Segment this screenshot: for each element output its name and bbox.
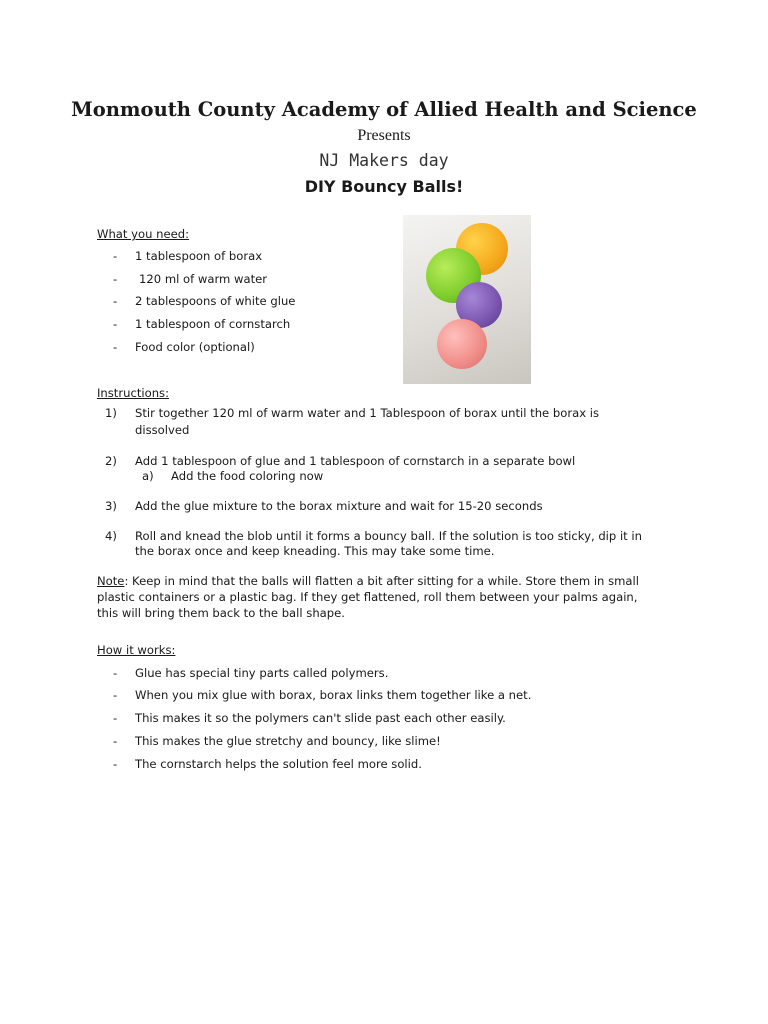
bullet: - xyxy=(113,666,118,680)
step-number: 2) xyxy=(105,454,117,468)
presents-text: Presents xyxy=(357,127,411,144)
list-item: 1 tablespoon of borax xyxy=(135,249,263,263)
bullet: - xyxy=(113,757,118,771)
note-text: plastic containers or a plastic bag. If they get flattened, roll them between your palms again, xyxy=(97,590,638,604)
list-item: This makes it so the polymers can't slide past each other easily. xyxy=(135,711,506,725)
bouncy-balls-photo xyxy=(403,215,531,384)
step-text: Add the glue mixture to the borax mixture and wait for 15-20 seconds xyxy=(135,499,543,513)
step-number: 3) xyxy=(105,499,117,513)
step-text: Add 1 tablespoon of glue and 1 tablespoon of cornstarch in a separate bowl xyxy=(135,454,576,468)
bullet: - xyxy=(113,734,118,748)
list-item: 1 tablespoon of cornstarch xyxy=(135,317,291,331)
list-item: Glue has special tiny parts called polymers. xyxy=(135,666,389,680)
step-text: the borax once and keep kneading. This may take some time. xyxy=(135,544,495,558)
bullet: - xyxy=(113,249,118,263)
bullet: - xyxy=(113,317,118,331)
list-item: 120 ml of warm water xyxy=(139,272,268,286)
step-number: 4) xyxy=(105,529,117,543)
note-label: Note xyxy=(97,574,125,588)
substep-text: Add the food coloring now xyxy=(171,469,324,483)
substep-letter: a) xyxy=(142,469,154,483)
list-item: The cornstarch helps the solution feel more solid. xyxy=(135,757,422,771)
note-text: : Keep in mind that the balls will flatten a bit after sitting for a while. Store them in small xyxy=(124,574,639,588)
note-text: this will bring them back to the ball shape. xyxy=(97,606,345,620)
list-item: Food color (optional) xyxy=(135,340,255,354)
step-text: Roll and knead the blob until it forms a bouncy ball. If the solution is too sticky, dip it in xyxy=(135,529,642,543)
step-text: Stir together 120 ml of warm water and 1 Tablespoon of borax until the borax is xyxy=(135,406,600,420)
bullet: - xyxy=(113,272,118,286)
how-it-works-heading: How it works: xyxy=(97,643,176,657)
step-text: dissolved xyxy=(135,423,190,437)
bullet: - xyxy=(113,688,118,702)
bullet: - xyxy=(113,340,118,354)
instructions-heading: Instructions: xyxy=(97,386,169,400)
event-name: NJ Makers day xyxy=(319,151,449,170)
list-item: 2 tablespoons of white glue xyxy=(135,294,296,308)
project-title: DIY Bouncy Balls! xyxy=(304,177,464,196)
document-title: Monmouth County Academy of Allied Health and Science xyxy=(71,98,697,121)
bullet: - xyxy=(113,294,118,308)
materials-heading: What you need: xyxy=(97,227,190,241)
bullet: - xyxy=(113,711,118,725)
step-number: 1) xyxy=(105,406,117,420)
list-item: When you mix glue with borax, borax links them together like a net. xyxy=(135,688,532,702)
list-item: This makes the glue stretchy and bouncy, like slime! xyxy=(135,734,441,748)
